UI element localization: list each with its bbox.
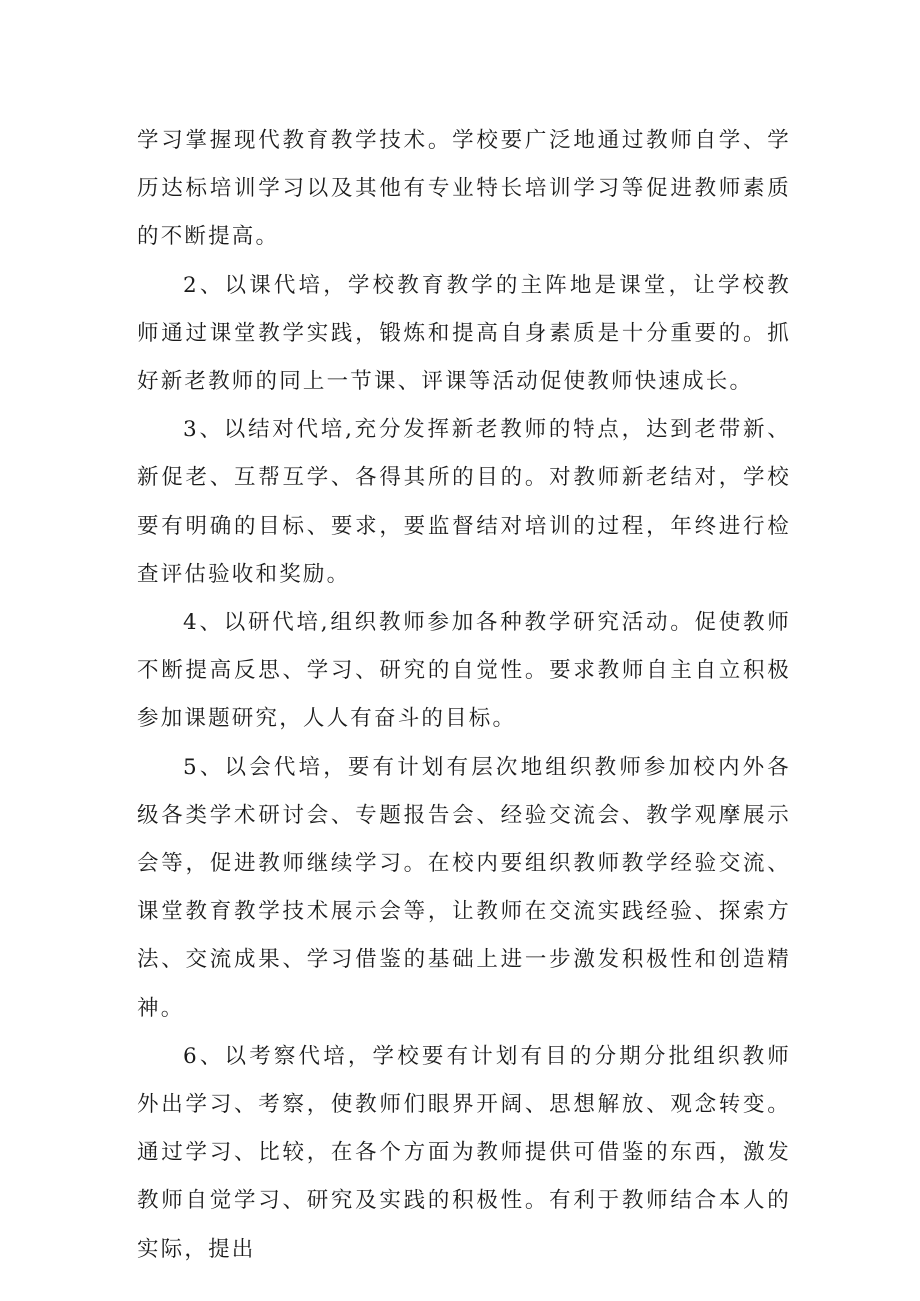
paragraph-item-2: 2、以课代培，学校教育教学的主阵地是课堂，让学校教师通过课堂教学实践，锻炼和提高自身素质是十分重要的。抓好新老教师的同上一节课、评课等活动促使教师快速成长。: [137, 272, 791, 395]
paragraph-item-5: 5、以会代培，要有计划有层次地组织教师参加校内外各级各类学术研讨会、专题报告会、经验交流会、教学观摩展示会等，促进教师继续学习。在校内要组织教师教学经验交流、课堂教育教学技术展示会等，让教师在交流实践经验、探索方法、交流成果、学习借鉴的基础上进一步激发积极性和创造精神。: [137, 754, 791, 1021]
paragraph-item-4: 4、以研代培,组织教师参加各种教学研究活动。促使教师不断提高反思、学习、研究的自觉性。要求教师自主自立积极参加课题研究，人人有奋斗的目标。: [137, 610, 791, 732]
paragraph-continuation: 学习掌握现代教育教学技术。学校要广泛地通过教师自学、学历达标培训学习以及其他有专业特长培训学习等促进教师素质的不断提高。: [137, 128, 791, 250]
paragraph-item-3: 3、以结对代培,充分发挥新老教师的特点，达到老带新、新促老、互帮互学、各得其所的目的。对教师新老结对，学校要有明确的目标、要求，要监督结对培训的过程，年终进行检查评估验收和奖励。: [137, 417, 791, 587]
document-body: [137, 117, 791, 1274]
paragraph-item-6: 6、以考察代培，学校要有计划有目的分期分批组织教师外出学习、考察，使教师们眼界开阔、思想解放、观念转变。通过学习、比较，在各个方面为教师提供可借鉴的东西，激发教师自觉学习、研究及实践的积极性。有利于教师结合本人的实际，提出: [137, 1043, 791, 1262]
